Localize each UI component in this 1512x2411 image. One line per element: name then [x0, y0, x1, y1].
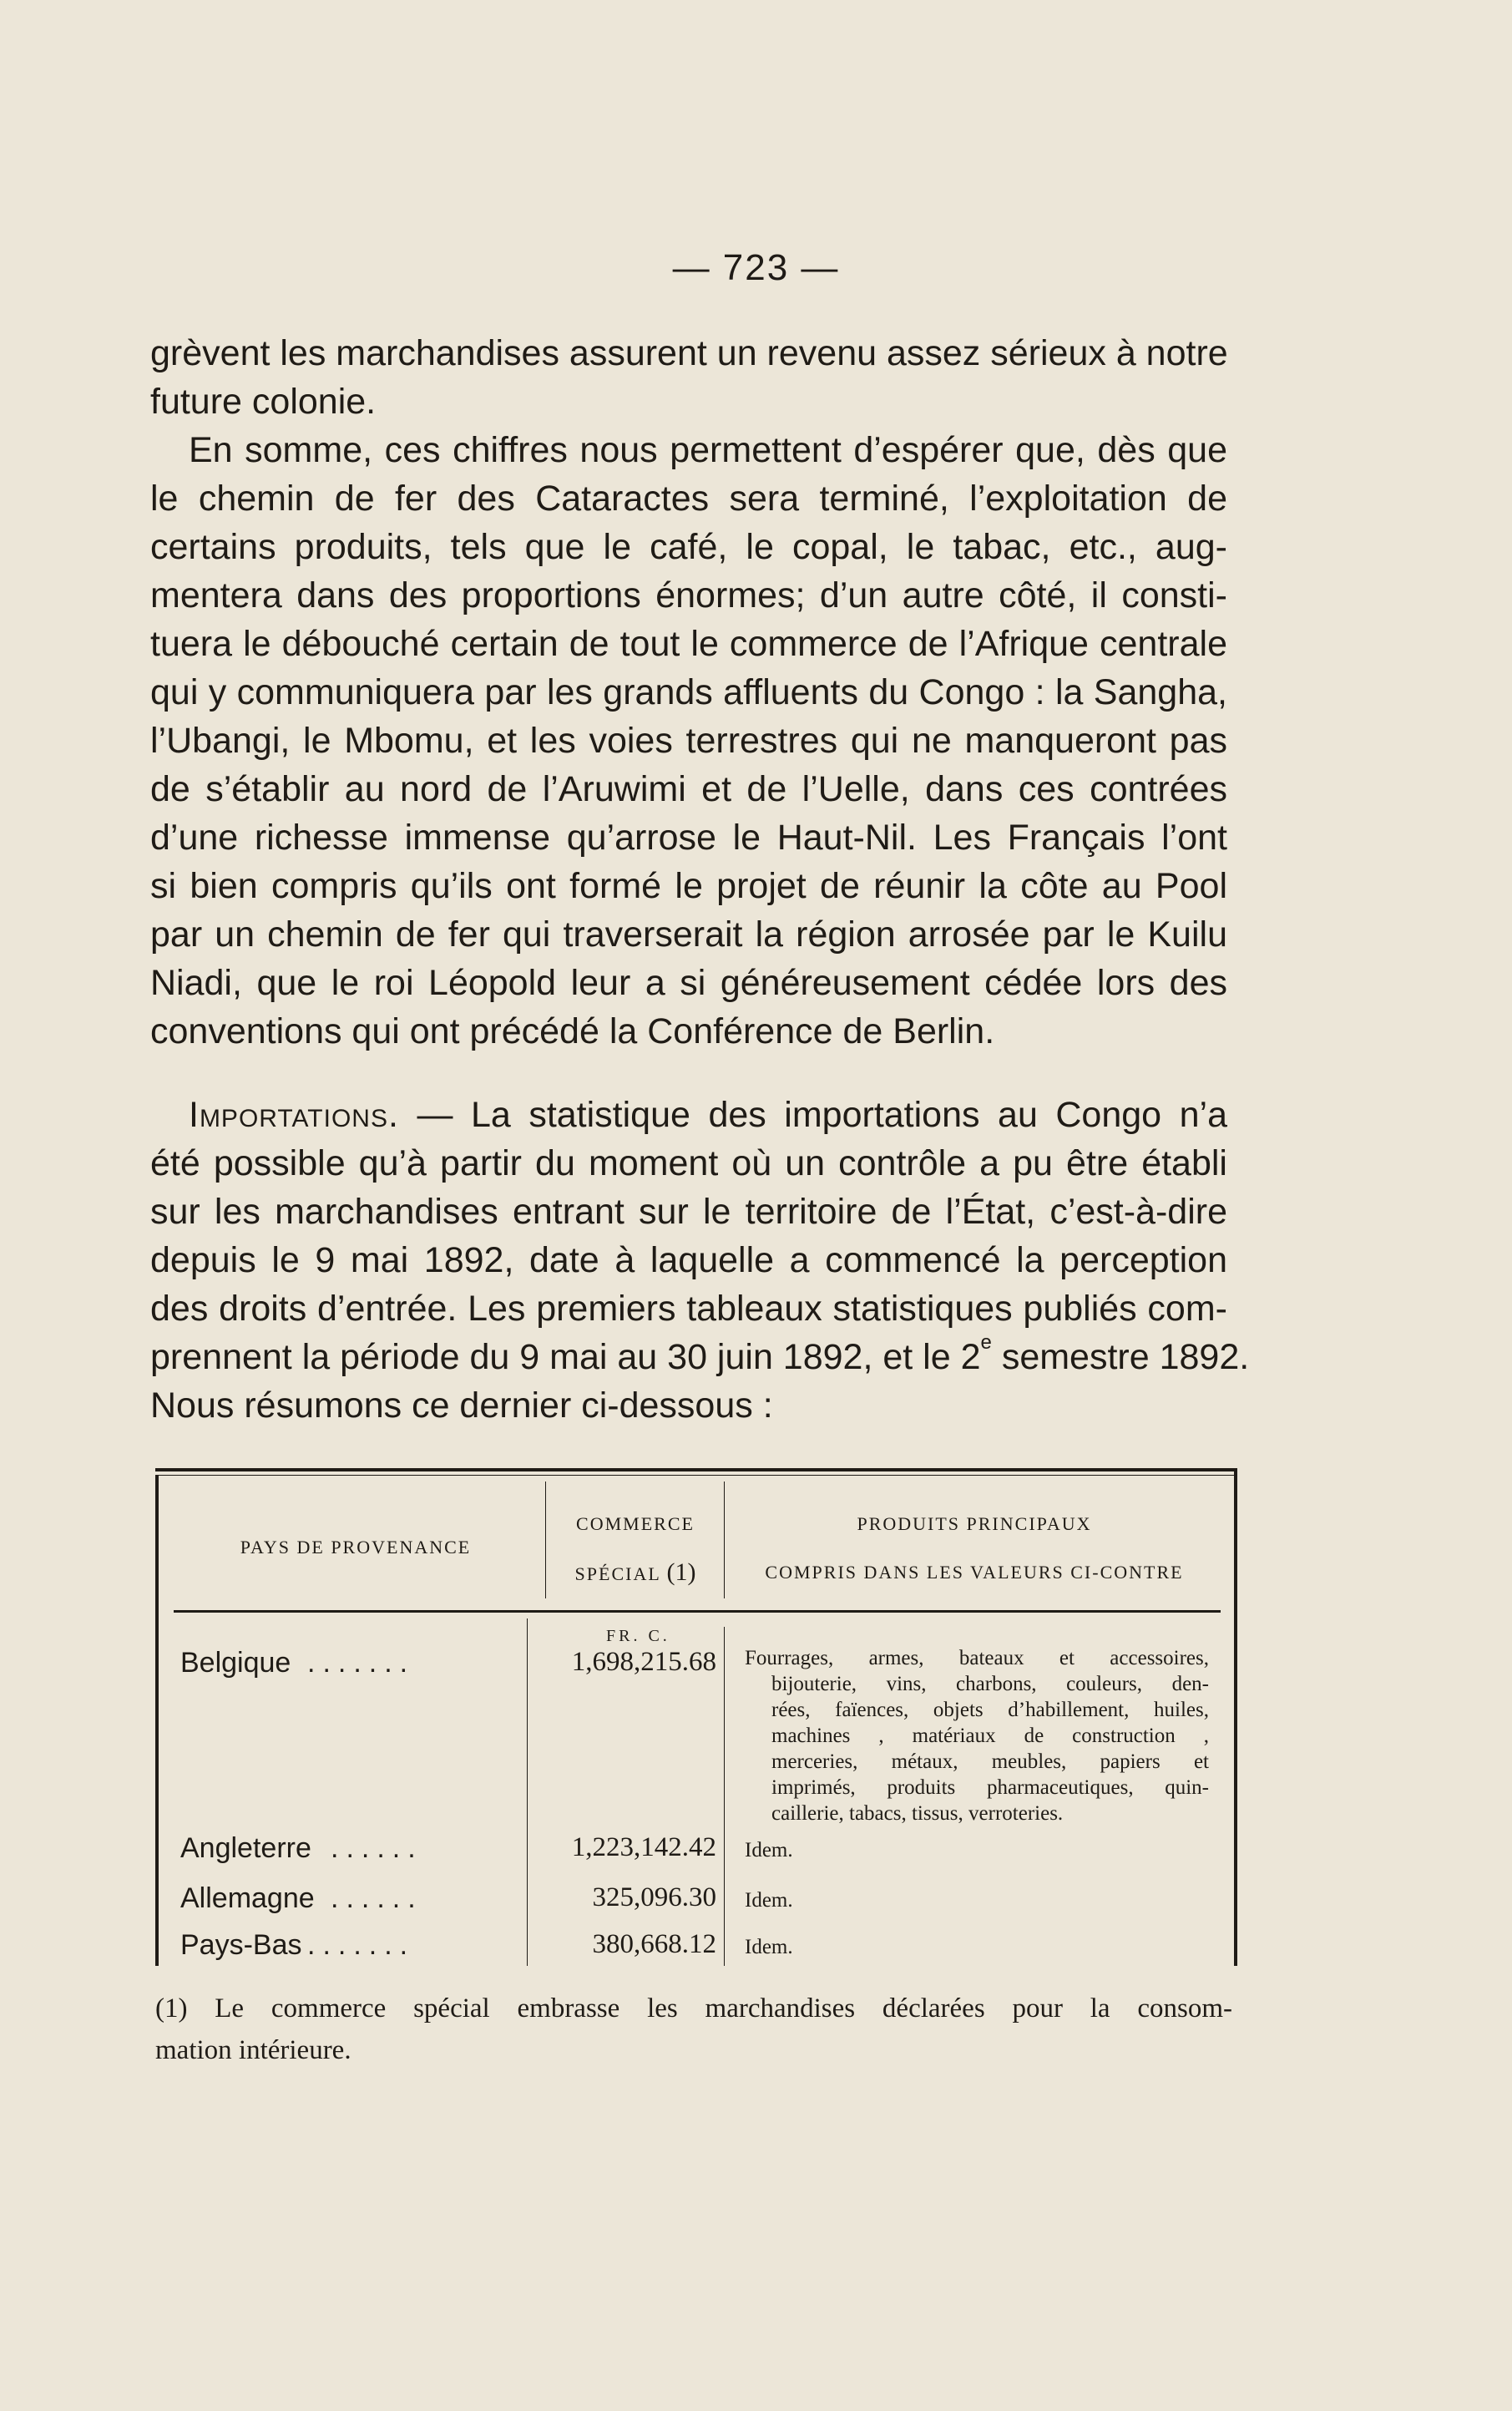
table-top-rule-thin — [155, 1475, 1237, 1476]
text-fragment: semestre 1892. — [1001, 1337, 1250, 1377]
row-products: Idem. — [745, 1839, 793, 1861]
text-line: future colonie. — [150, 382, 377, 422]
currency-label: FR. C. — [606, 1627, 670, 1645]
row-amount: 325,096.30 — [592, 1882, 716, 1912]
text-fragment: prennent la période du 9 mai au 30 juin 1892, et le 2 — [150, 1337, 981, 1377]
text-line: grèvent les marchandises assurent un revenu assez sérieux à notre — [150, 333, 1228, 373]
imports-table — [155, 1468, 1237, 1966]
text-line: été possible qu’à partir du moment où un contrôle a pu être établi — [150, 1143, 1227, 1183]
header-commerce: COMMERCE — [576, 1513, 695, 1534]
row-country: Angleterre — [180, 1832, 311, 1864]
products-line: rées, faïences, objets d’habillement, huiles, — [771, 1699, 1209, 1721]
footnote-line: (1) Le commerce spécial embrasse les marchandises déclarées pour la consom- — [155, 1993, 1232, 2024]
header-products-line2: COMPRIS DANS LES VALEURS CI-CONTRE — [765, 1562, 1184, 1583]
text-line — [150, 1331, 1250, 1381]
text-line: certains produits, tels que le café, le copal, le tabac, etc., aug- — [150, 527, 1227, 567]
products-line: Fourrages, armes, bateaux et accessoires, — [745, 1647, 1209, 1669]
page-number: — 723 — — [672, 247, 840, 288]
footnote — [155, 1988, 1232, 2071]
header-rule — [174, 1610, 1221, 1613]
row-amount: 1,698,215.68 — [571, 1647, 716, 1677]
text-line: conventions qui ont précédé la Conférence de Berlin. — [150, 1011, 995, 1051]
text-fragment: — La statistique des importations au Congo n’a — [417, 1095, 1227, 1135]
text-line: tuera le débouché certain de tout le commerce de l’Afrique centrale — [150, 624, 1227, 664]
column-divider — [527, 1618, 528, 1966]
products-line: bijouterie, vins, charbons, couleurs, den- — [771, 1673, 1209, 1695]
text-line: qui y communiquera par les grands affluents du Congo : la Sangha, — [150, 672, 1227, 712]
row-products: Idem. — [745, 1936, 793, 1958]
paragraph-3 — [150, 1091, 1250, 1430]
row-country: Pays-Bas — [180, 1929, 302, 1961]
table-top-rule — [155, 1468, 1237, 1471]
text-line: le chemin de fer des Cataractes sera terminé, l’exploitation de — [150, 479, 1227, 519]
row-amount: 1,223,142.42 — [571, 1832, 716, 1862]
text-line: des droits d’entrée. Les premiers tableaux statistiques publiés com- — [150, 1289, 1227, 1329]
text-line: mentera dans des proportions énormes; d’un autre côté, il consti- — [150, 575, 1227, 615]
column-divider — [545, 1482, 546, 1598]
table-left-edge — [155, 1475, 159, 1966]
row-leader-dots: ....... — [307, 1647, 416, 1679]
paragraph-1 — [150, 329, 1227, 426]
footnote-line: mation intérieure. — [155, 2035, 351, 2065]
row-leader-dots: ...... — [331, 1832, 423, 1864]
text-line: Niadi, que le roi Léopold leur a si généreusement cédée lors des — [150, 963, 1227, 1003]
column-divider — [724, 1627, 725, 1966]
text-line: d’une richesse immense qu’arrose le Haut-Nil. Les Français l’ont — [150, 818, 1227, 858]
text-line: par un chemin de fer qui traverserait la région arrosée par le Kuilu — [150, 914, 1227, 955]
row-country: Allemagne — [180, 1882, 315, 1914]
text-line: l’Ubangi, le Mbomu, et les voies terrestres qui ne manqueront pas — [150, 721, 1227, 761]
row-products — [745, 1645, 1209, 1826]
header-country: PAYS DE PROVENANCE — [240, 1537, 472, 1558]
text-line: depuis le 9 mai 1892, date à laquelle a commencé la perception — [150, 1240, 1227, 1280]
text-line: si bien compris qu’ils ont formé le projet de réunir la côte au Pool — [150, 866, 1227, 906]
section-heading: Importations. — [189, 1095, 399, 1135]
header-commerce-line2: SPÉCIAL — [574, 1563, 660, 1584]
column-divider — [724, 1482, 725, 1598]
products-line: caillerie, tabacs, tissus, verroteries. — [771, 1802, 1064, 1825]
text-line: En somme, ces chiffres nous permettent d’espérer que, dès que — [189, 430, 1227, 470]
text-line: sur les marchandises entrant sur le territoire de l’État, c’est-à-dire — [150, 1192, 1227, 1232]
text-line: Nous résumons ce dernier ci-dessous : — [150, 1385, 773, 1426]
superscript: e — [980, 1331, 992, 1354]
row-amount: 380,668.12 — [592, 1929, 716, 1959]
table-right-edge — [1234, 1468, 1237, 1966]
row-country: Belgique — [180, 1647, 291, 1679]
paragraph-2 — [150, 426, 1227, 1056]
products-line: imprimés, produits pharmaceutiques, quin- — [771, 1776, 1209, 1799]
text-line: de s’établir au nord de l’Aruwimi et de l’Uelle, dans ces contrées — [150, 769, 1227, 809]
footnote-ref: (1) — [666, 1558, 696, 1586]
text-line — [150, 1091, 1227, 1139]
row-products: Idem. — [745, 1889, 793, 1912]
row-leader-dots: ...... — [331, 1882, 423, 1914]
products-line: machines , matériaux de construction , — [771, 1725, 1209, 1747]
header-commerce-special — [548, 1558, 723, 1587]
row-leader-dots: ....... — [307, 1929, 416, 1961]
products-line: merceries, métaux, meubles, papiers et — [771, 1750, 1209, 1773]
header-products: PRODUITS PRINCIPAUX — [857, 1513, 1092, 1534]
